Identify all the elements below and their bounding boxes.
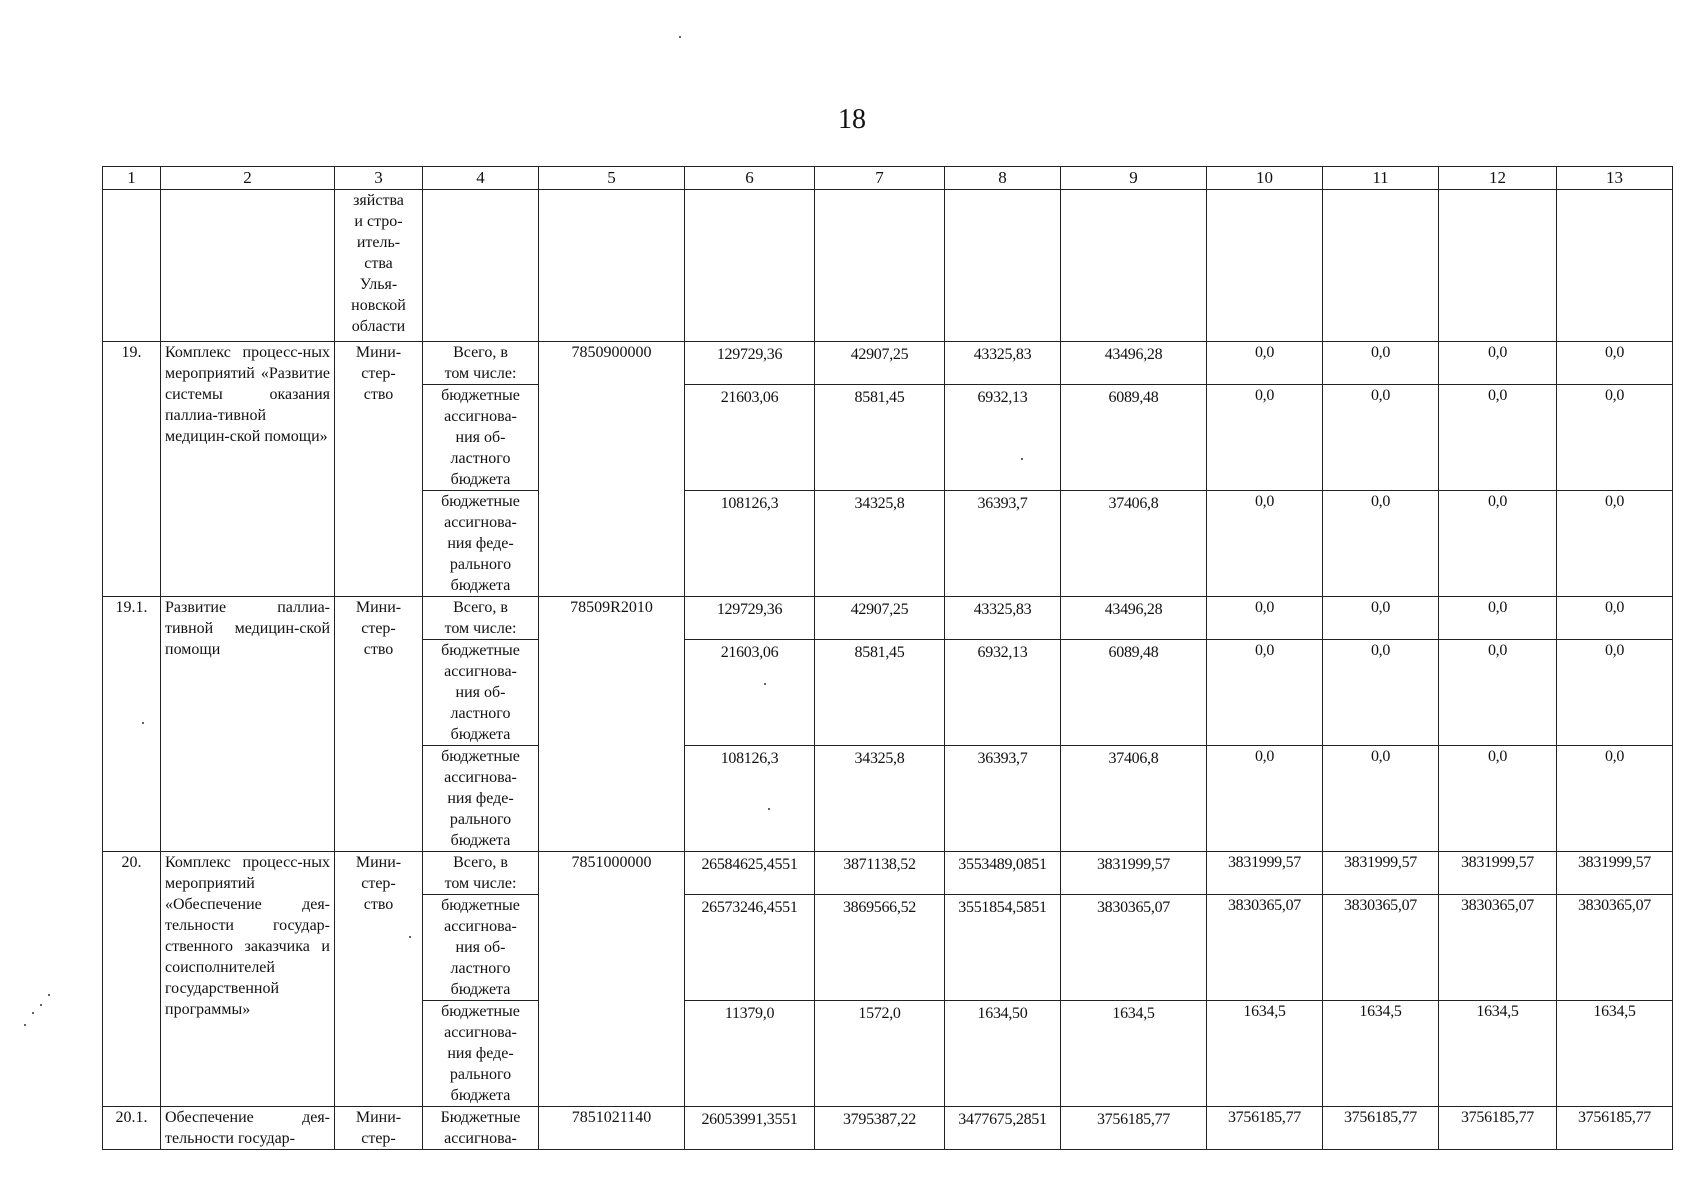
column-header: 12 (1439, 167, 1557, 190)
funding-source-cell: бюджетные ассигнова- ния об- ластного бюджета (423, 640, 539, 746)
value-cell: 0,0 (1207, 597, 1323, 640)
value-cell: 3795387,22 (815, 1107, 945, 1150)
value-cell: 0,0 (1323, 597, 1439, 640)
value-cell: 3551854,5851 (945, 895, 1061, 1001)
value-cell: 42907,25 (815, 597, 945, 640)
value-cell: 0,0 (1439, 385, 1557, 491)
funding-source-cell: Всего, в том числе: (423, 597, 539, 640)
value-cell: 37406,8 (1061, 491, 1207, 597)
value-cell: 0,0 (1439, 342, 1557, 385)
cell (103, 190, 161, 342)
responsible-cell: Мини- стер- ство (335, 597, 423, 852)
value-cell: 8581,45 (815, 640, 945, 746)
responsible-cell: зяйства и стро- итель- ства Улья- новской области (335, 190, 423, 342)
column-header: 6 (685, 167, 815, 190)
row-number-cell: 19.1. (103, 597, 161, 852)
value-cell: 21603,06 (685, 640, 815, 746)
cell (815, 190, 945, 342)
value-cell: 0,0 (1557, 342, 1673, 385)
value-cell: 26573246,4551 (685, 895, 815, 1001)
column-header: 3 (335, 167, 423, 190)
responsible-cell: Мини- стер- (335, 1107, 423, 1150)
budget-code-cell: 7851021140 (539, 1107, 685, 1150)
value-cell: 0,0 (1557, 746, 1673, 852)
value-cell: 42907,25 (815, 342, 945, 385)
value-cell: 3831999,57 (1439, 852, 1557, 895)
funding-source-cell: бюджетные ассигнова- ния феде- рального бюджета (423, 746, 539, 852)
funding-source-cell: бюджетные ассигнова- ния об- ластного бюджета (423, 895, 539, 1001)
column-header: 7 (815, 167, 945, 190)
value-cell: 1634,5 (1061, 1001, 1207, 1107)
table-row (103, 342, 1673, 385)
value-cell: 26584625,4551 (685, 852, 815, 895)
value-cell: 0,0 (1439, 640, 1557, 746)
page-number: 18 (838, 104, 866, 135)
measure-name-cell: Комплекс процесс-ных мероприятий «Развитие системы оказания паллиа-тивной медицин-ской помощи» (161, 342, 335, 597)
value-cell: 3756185,77 (1207, 1107, 1323, 1150)
value-cell: 0,0 (1207, 640, 1323, 746)
value-cell: 6932,13 (945, 640, 1061, 746)
cell (1557, 190, 1673, 342)
responsible-cell: Мини- стер- ство (335, 852, 423, 1107)
budget-code-cell: 7850900000 (539, 342, 685, 597)
value-cell: 3831999,57 (1061, 852, 1207, 895)
value-cell: 0,0 (1323, 746, 1439, 852)
value-cell: 34325,8 (815, 491, 945, 597)
column-header: 2 (161, 167, 335, 190)
column-header: 9 (1061, 167, 1207, 190)
value-cell: 6089,48 (1061, 385, 1207, 491)
scan-speck (24, 1024, 26, 1026)
funding-source-cell: бюджетные ассигнова- ния об- ластного бюджета (423, 385, 539, 491)
value-cell: 0,0 (1439, 746, 1557, 852)
budget-code-cell: 7851000000 (539, 852, 685, 1107)
value-cell: 43325,83 (945, 342, 1061, 385)
column-header: 11 (1323, 167, 1439, 190)
value-cell: 3831999,57 (1557, 852, 1673, 895)
value-cell: 108126,3 (685, 746, 815, 852)
funding-source-cell: бюджетные ассигнова- ния феде- рального бюджета (423, 1001, 539, 1107)
value-cell: 3830365,07 (1557, 895, 1673, 1001)
value-cell: 0,0 (1323, 640, 1439, 746)
measure-name-cell: Комплекс процесс-ных мероприятий «Обеспечение дея-тельности государ-ственного заказчика и соисполнителей государственной программы» (161, 852, 335, 1107)
value-cell: 0,0 (1207, 342, 1323, 385)
cell (161, 190, 335, 342)
value-cell: 0,0 (1323, 491, 1439, 597)
column-header: 4 (423, 167, 539, 190)
value-cell: 0,0 (1557, 640, 1673, 746)
column-header: 10 (1207, 167, 1323, 190)
value-cell: 0,0 (1207, 491, 1323, 597)
value-cell: 0,0 (1439, 597, 1557, 640)
header-row (103, 167, 1673, 190)
value-cell: 37406,8 (1061, 746, 1207, 852)
table-row (103, 1107, 1673, 1150)
value-cell: 0,0 (1439, 491, 1557, 597)
value-cell: 0,0 (1557, 385, 1673, 491)
cell (685, 190, 815, 342)
value-cell: 43496,28 (1061, 597, 1207, 640)
value-cell: 8581,45 (815, 385, 945, 491)
value-cell: 129729,36 (685, 342, 815, 385)
value-cell: 3830365,07 (1061, 895, 1207, 1001)
value-cell: 3477675,2851 (945, 1107, 1061, 1150)
scan-speck (40, 1004, 42, 1006)
value-cell: 3756185,77 (1557, 1107, 1673, 1150)
funding-source-cell: Всего, в том числе: (423, 342, 539, 385)
value-cell: 0,0 (1557, 491, 1673, 597)
value-cell: 3869566,52 (815, 895, 945, 1001)
value-cell: 1634,5 (1323, 1001, 1439, 1107)
value-cell: 0,0 (1323, 385, 1439, 491)
value-cell: 108126,3 (685, 491, 815, 597)
value-cell: 11379,0 (685, 1001, 815, 1107)
column-header: 13 (1557, 167, 1673, 190)
budget-code-cell: 78509R2010 (539, 597, 685, 852)
column-header: 8 (945, 167, 1061, 190)
funding-source-cell: Всего, в том числе: (423, 852, 539, 895)
value-cell: 0,0 (1323, 342, 1439, 385)
value-cell: 36393,7 (945, 746, 1061, 852)
value-cell: 3756185,77 (1323, 1107, 1439, 1150)
cell (539, 190, 685, 342)
measure-name-cell: Обеспечение дея-тельности государ- (161, 1107, 335, 1150)
value-cell: 1572,0 (815, 1001, 945, 1107)
table-row (103, 852, 1673, 895)
value-cell: 36393,7 (945, 491, 1061, 597)
value-cell: 3830365,07 (1323, 895, 1439, 1001)
value-cell: 34325,8 (815, 746, 945, 852)
column-header: 5 (539, 167, 685, 190)
value-cell: 3830365,07 (1439, 895, 1557, 1001)
value-cell: 3830365,07 (1207, 895, 1323, 1001)
carryover-row (103, 190, 1673, 342)
cell (423, 190, 539, 342)
value-cell: 1634,50 (945, 1001, 1061, 1107)
cell (945, 190, 1061, 342)
scan-speck (679, 36, 681, 38)
responsible-cell: Мини- стер- ство (335, 342, 423, 597)
row-number-cell: 20.1. (103, 1107, 161, 1150)
row-number-cell: 20. (103, 852, 161, 1107)
value-cell: 43496,28 (1061, 342, 1207, 385)
value-cell: 6932,13 (945, 385, 1061, 491)
value-cell: 0,0 (1207, 746, 1323, 852)
value-cell: 43325,83 (945, 597, 1061, 640)
value-cell: 3831999,57 (1323, 852, 1439, 895)
row-number-cell: 19. (103, 342, 161, 597)
value-cell: 1634,5 (1557, 1001, 1673, 1107)
funding-source-cell: Бюджетные ассигнова- (423, 1107, 539, 1150)
measure-name-cell: Развитие паллиа-тивной медицин-ской помощи (161, 597, 335, 852)
value-cell: 1634,5 (1207, 1001, 1323, 1107)
cell (1061, 190, 1207, 342)
value-cell: 21603,06 (685, 385, 815, 491)
value-cell: 0,0 (1207, 385, 1323, 491)
value-cell: 3553489,0851 (945, 852, 1061, 895)
value-cell: 1634,5 (1439, 1001, 1557, 1107)
column-header: 1 (103, 167, 161, 190)
funding-source-cell: бюджетные ассигнова- ния феде- рального бюджета (423, 491, 539, 597)
value-cell: 3756185,77 (1061, 1107, 1207, 1150)
value-cell: 3831999,57 (1207, 852, 1323, 895)
cell (1323, 190, 1439, 342)
value-cell: 3871138,52 (815, 852, 945, 895)
cell (1207, 190, 1323, 342)
scan-speck (48, 994, 50, 996)
scan-speck (32, 1012, 34, 1014)
table-row (103, 597, 1673, 640)
value-cell: 129729,36 (685, 597, 815, 640)
cell (1439, 190, 1557, 342)
value-cell: 3756185,77 (1439, 1107, 1557, 1150)
value-cell: 6089,48 (1061, 640, 1207, 746)
value-cell: 0,0 (1557, 597, 1673, 640)
budget-table (102, 166, 1673, 1150)
value-cell: 26053991,3551 (685, 1107, 815, 1150)
